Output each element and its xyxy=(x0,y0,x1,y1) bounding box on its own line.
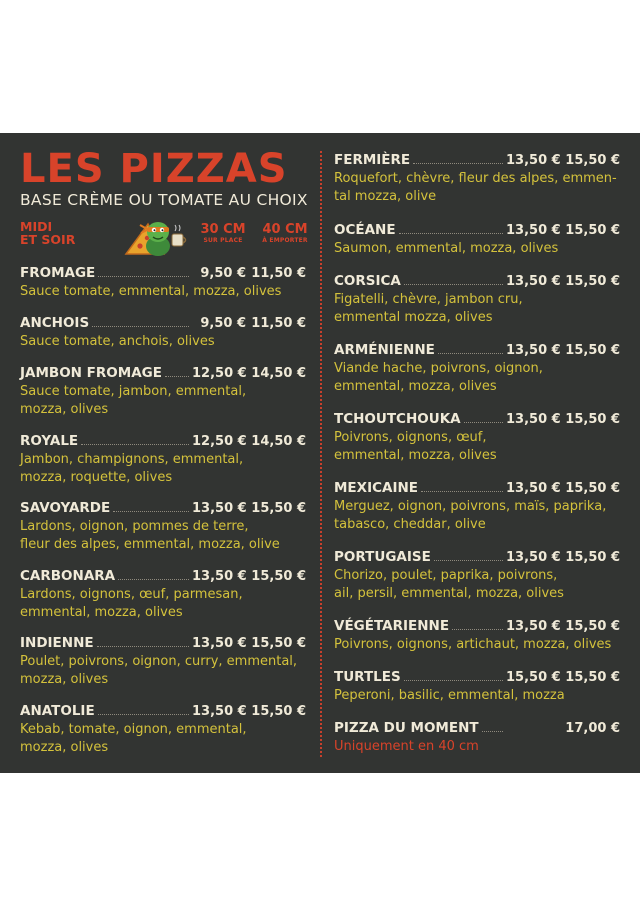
description-line: mozza, roquette, olives xyxy=(20,469,173,485)
item-name: INDIENNE xyxy=(20,635,94,651)
item-name: PIZZA DU MOMENT xyxy=(334,720,479,736)
description-line: Uniquement en 40 cm xyxy=(334,739,479,754)
menu-item-fromage xyxy=(20,264,306,301)
description-line: Viande hache, poivrons, oignon, xyxy=(334,361,543,376)
price-40cm: 11,50 € xyxy=(251,266,306,281)
price-30cm: 13,50 € xyxy=(192,501,247,516)
item-description xyxy=(20,518,306,553)
dot-leader xyxy=(98,702,189,715)
item-name: CARBONARA xyxy=(20,568,116,584)
price-40cm: 15,50 € xyxy=(565,619,620,634)
item-description xyxy=(20,333,306,351)
price-40cm: 15,50 € xyxy=(565,343,620,358)
price-40cm: 15,50 € xyxy=(565,550,620,565)
description-line: Poivrons, oignons, artichaut, mozza, olives xyxy=(334,637,612,652)
menu-subtitle: BASE CRÈME OU TOMATE AU CHOIX xyxy=(20,191,308,209)
item-description xyxy=(334,687,620,705)
item-description xyxy=(334,636,620,654)
item-description xyxy=(334,360,620,395)
dot-leader xyxy=(482,719,503,732)
price-30cm: 13,50 € xyxy=(192,569,247,584)
description-line: Chorizo, poulet, paprika, poivrons, xyxy=(334,568,558,583)
description-line: Poulet, poivrons, oignon, curry, emmental, xyxy=(20,654,298,669)
item-name: PORTUGAISE xyxy=(334,549,431,565)
item-name: VÉGÉTARIENNE xyxy=(334,618,450,634)
price-40cm: 11,50 € xyxy=(251,316,306,331)
price-40cm: 15,50 € xyxy=(565,412,620,427)
item-description xyxy=(20,451,306,486)
menu-item-mexicaine xyxy=(334,479,620,533)
menu-item-royale xyxy=(20,432,306,486)
item-name: FERMIÈRE xyxy=(334,152,411,168)
item-description xyxy=(334,738,620,756)
item-description xyxy=(334,291,620,326)
price-30cm: 13,50 € xyxy=(506,274,561,289)
menu-item-vegetarienne xyxy=(334,617,620,654)
price-40cm: 17,00 € xyxy=(565,721,620,736)
price-30cm: 13,50 € xyxy=(506,223,561,238)
price-40cm: 15,50 € xyxy=(251,501,306,516)
price-30cm: 12,50 € xyxy=(192,366,247,381)
column-divider xyxy=(320,151,322,757)
description-line: mozza, olives xyxy=(20,739,109,755)
size-40cm-sub: À EMPORTER xyxy=(262,237,308,244)
dot-leader xyxy=(404,272,503,285)
dot-leader xyxy=(97,634,189,647)
item-name: TCHOUTCHOUKA xyxy=(334,411,461,427)
price-30cm: 13,50 € xyxy=(506,343,561,358)
price-30cm: 13,50 € xyxy=(506,619,561,634)
item-name: TURTLES xyxy=(334,669,401,685)
menu-item-portugaise xyxy=(334,548,620,602)
size-30cm xyxy=(198,223,248,245)
turtle-mascot-icon xyxy=(124,216,190,258)
price-30cm: 12,50 € xyxy=(192,434,247,449)
item-description xyxy=(334,170,620,205)
dot-leader xyxy=(113,499,189,512)
price-40cm: 14,50 € xyxy=(251,366,306,381)
price-30cm: 13,50 € xyxy=(192,704,247,719)
description-line: Kebab, tomate, oignon, emmental, xyxy=(20,722,247,737)
menu-item-anatolie xyxy=(20,702,306,756)
dot-leader xyxy=(452,617,503,630)
dot-leader xyxy=(118,567,189,580)
menu-item-turtles xyxy=(334,668,620,705)
price-30cm: 9,50 € xyxy=(200,266,246,281)
description-line: Peperoni, basilic, emmental, mozza xyxy=(334,688,565,703)
description-line: Jambon, champignons, emmental, xyxy=(20,452,244,467)
dot-leader xyxy=(464,410,503,423)
price-40cm: 15,50 € xyxy=(565,481,620,496)
description-line: Lardons, oignons, œuf, parmesan, xyxy=(20,587,243,602)
item-description xyxy=(334,498,620,533)
description-line: tabasco, cheddar, olive xyxy=(334,516,486,532)
item-description xyxy=(20,383,306,418)
size-30cm-label: 30 CM xyxy=(200,222,246,237)
item-description xyxy=(334,429,620,464)
menu-item-pizza-du-moment xyxy=(334,719,620,756)
description-line: Sauce tomate, jambon, emmental, xyxy=(20,384,247,399)
price-30cm: 13,50 € xyxy=(192,636,247,651)
dot-leader xyxy=(434,548,503,561)
menu-item-corsica xyxy=(334,272,620,326)
menu-board xyxy=(0,133,640,773)
description-line: mozza, olives xyxy=(20,401,109,417)
price-40cm: 15,50 € xyxy=(251,636,306,651)
description-line: Poivrons, oignons, œuf, xyxy=(334,430,487,445)
description-line: mozza, olives xyxy=(20,671,109,687)
item-description xyxy=(20,586,306,621)
description-line: Saumon, emmental, mozza, olives xyxy=(334,241,559,256)
price-30cm: 13,50 € xyxy=(506,153,561,168)
item-description xyxy=(20,653,306,688)
midi-label: MIDI xyxy=(20,219,53,234)
item-name: SAVOYARDE xyxy=(20,500,111,516)
item-name: ANCHOIS xyxy=(20,315,90,331)
menu-item-fermiere xyxy=(334,151,620,205)
menu-item-anchois xyxy=(20,314,306,351)
description-line: emmental mozza, olives xyxy=(334,309,493,325)
item-description xyxy=(334,567,620,602)
menu-item-jambon-fromage xyxy=(20,364,306,418)
price-30cm: 13,50 € xyxy=(506,412,561,427)
menu-item-carbonara xyxy=(20,567,306,621)
item-description xyxy=(334,240,620,258)
dot-leader xyxy=(399,221,503,234)
menu-item-armenienne xyxy=(334,341,620,395)
menu-item-savoyarde xyxy=(20,499,306,553)
price-40cm: 15,50 € xyxy=(565,670,620,685)
description-line: emmental, mozza, olives xyxy=(20,604,183,620)
size-40cm-label: 40 CM xyxy=(262,222,308,237)
menu-title: LES PIZZAS xyxy=(20,146,288,192)
dot-leader xyxy=(438,341,503,354)
item-name: OCÉANE xyxy=(334,222,396,238)
dot-leader xyxy=(413,151,503,164)
description-line: fleur des alpes, emmental, mozza, olive xyxy=(20,536,280,552)
dot-leader xyxy=(404,668,503,681)
description-line: Lardons, oignon, pommes de terre, xyxy=(20,519,249,534)
price-40cm: 15,50 € xyxy=(251,704,306,719)
dot-leader xyxy=(98,264,189,277)
description-line: Figatelli, chèvre, jambon cru, xyxy=(334,292,523,307)
dot-leader xyxy=(421,479,503,492)
price-40cm: 15,50 € xyxy=(251,569,306,584)
menu-item-tchoutchouka xyxy=(334,410,620,464)
description-line: ail, persil, emmental, mozza, olives xyxy=(334,585,564,601)
item-description xyxy=(20,283,306,301)
description-line: Roquefort, chèvre, fleur des alpes, emmen- xyxy=(334,171,617,186)
price-30cm: 15,50 € xyxy=(506,670,561,685)
price-30cm: 13,50 € xyxy=(506,550,561,565)
price-30cm: 13,50 € xyxy=(506,481,561,496)
item-name: CORSICA xyxy=(334,273,401,289)
service-hours xyxy=(20,220,75,246)
item-name: JAMBON FROMAGE xyxy=(20,365,162,381)
item-name: ROYALE xyxy=(20,433,79,449)
dot-leader xyxy=(165,364,189,377)
soir-label: ET SOIR xyxy=(20,232,76,247)
price-30cm: 9,50 € xyxy=(200,316,246,331)
description-line: Sauce tomate, emmental, mozza, olives xyxy=(20,284,282,299)
description-line: emmental, mozza, olives xyxy=(334,378,497,394)
dot-leader xyxy=(81,432,189,445)
item-name: ARMÉNIENNE xyxy=(334,342,435,358)
menu-item-indienne xyxy=(20,634,306,688)
item-description xyxy=(20,721,306,756)
price-40cm: 14,50 € xyxy=(251,434,306,449)
item-name: FROMAGE xyxy=(20,265,96,281)
size-40cm xyxy=(258,223,312,245)
description-line: tal mozza, olive xyxy=(334,188,437,204)
size-30cm-sub: SUR PLACE xyxy=(203,237,243,244)
item-name: ANATOLIE xyxy=(20,703,95,719)
description-line: Merguez, oignon, poivrons, maïs, paprika, xyxy=(334,499,607,514)
description-line: emmental, mozza, olives xyxy=(334,447,497,463)
menu-item-oceane xyxy=(334,221,620,258)
description-line: Sauce tomate, anchois, olives xyxy=(20,334,215,349)
price-40cm: 15,50 € xyxy=(565,274,620,289)
price-40cm: 15,50 € xyxy=(565,153,620,168)
price-40cm: 15,50 € xyxy=(565,223,620,238)
dot-leader xyxy=(92,314,189,327)
item-name: MEXICAINE xyxy=(334,480,418,496)
